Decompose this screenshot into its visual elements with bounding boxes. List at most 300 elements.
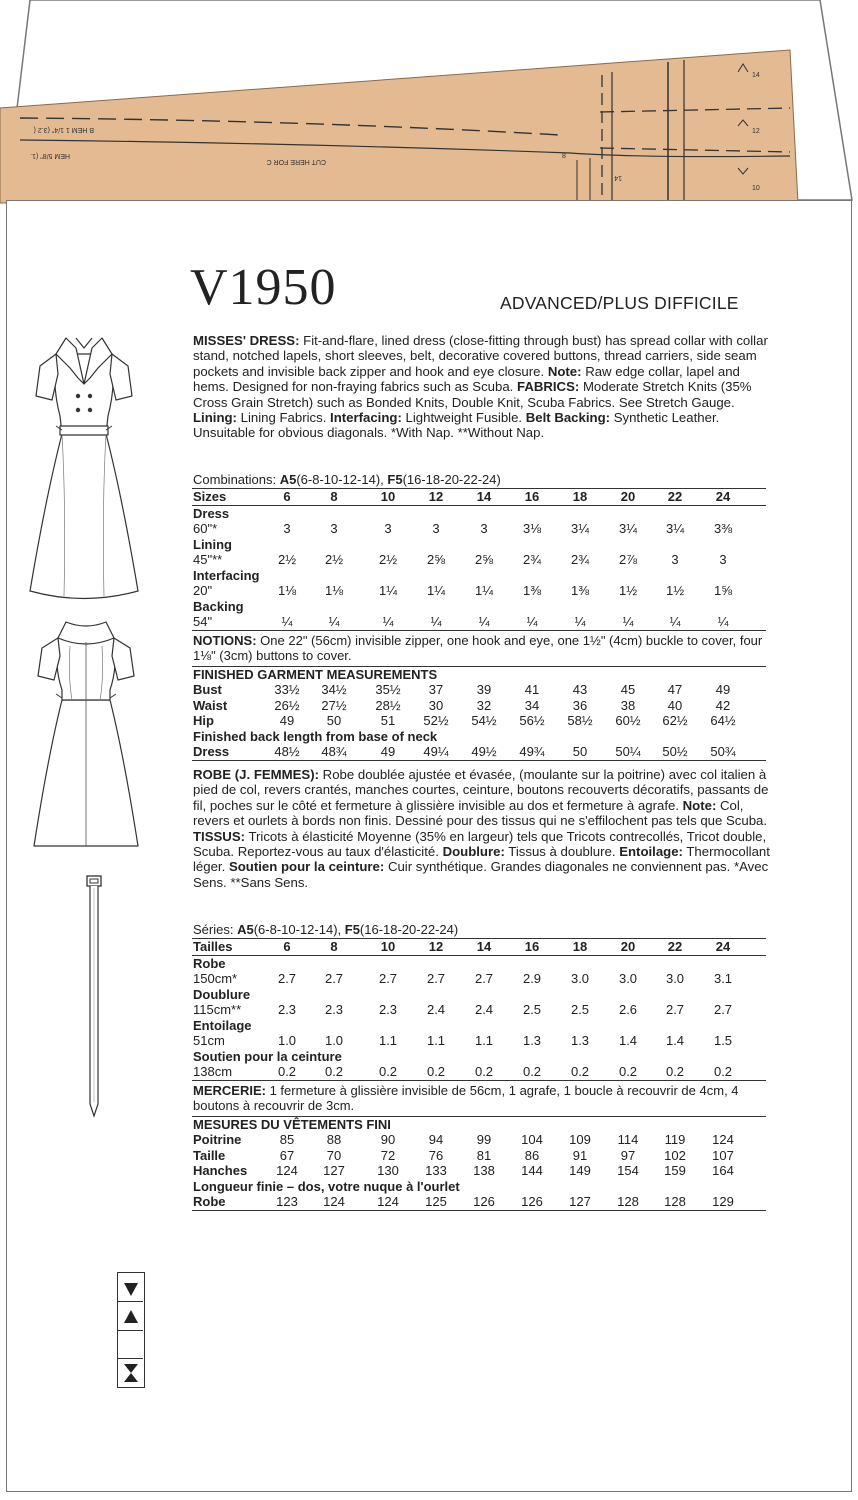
table-cell: 2.3: [378, 1002, 398, 1017]
finished-row: [192, 713, 766, 729]
table-cell: 0.2: [522, 1064, 542, 1079]
table-cell: 138: [473, 1163, 495, 1178]
combinations-line: [193, 472, 501, 487]
table-cell: 2.5: [522, 1002, 542, 1017]
table-cell: 1.1: [474, 1033, 494, 1048]
table-cell: 1⅝: [713, 583, 733, 598]
combo-a: A5: [279, 472, 297, 487]
pattern-tissue-sheet: [0, 0, 858, 220]
fabrics-text: Moderate Stretch Knits (35% Cross Grain Stretch) such as Bonded Knits, Double Knit, Scuba Fabrics. See Stretch Gauge.: [193, 379, 752, 410]
table-cell: 2¾: [570, 552, 590, 567]
table-cell: 30: [428, 697, 444, 713]
table-cell: 2.5: [570, 1002, 590, 1017]
table-cell: 1¼: [426, 583, 446, 598]
table-cell: 14: [476, 939, 492, 954]
row-label: Dress: [193, 505, 230, 521]
yardage-name-row: [192, 506, 766, 522]
table-cell: ¼: [669, 614, 681, 629]
table-cell: 129: [712, 1194, 734, 1209]
row-label: Bust: [193, 682, 222, 697]
table-cell: 1½: [665, 583, 685, 598]
row-label: 115cm**: [193, 1002, 242, 1017]
table-cell: 114: [617, 1132, 639, 1147]
row-label: Sizes: [193, 489, 227, 504]
table-cell: 3.1: [713, 971, 733, 986]
yardage-name-row: [192, 1049, 766, 1065]
row-label: 138cm: [193, 1064, 233, 1079]
combinations-prefix: Combinations:: [193, 472, 280, 487]
table-cell: 34: [524, 697, 540, 713]
fr-soutien-label: Soutien pour la ceinture:: [228, 859, 385, 875]
table-cell: 127: [323, 1163, 345, 1178]
fr-entoilage-label: Entoilage:: [619, 844, 683, 860]
series-f-sizes: (16-18-20-22-24): [359, 922, 459, 937]
fr-tissus-label: TISSUS:: [193, 828, 246, 844]
tissue-num-12: 12: [752, 128, 760, 135]
table-cell: 76: [428, 1147, 444, 1163]
tissue-hem-58-text: HEM 5/8" (1.: [30, 152, 70, 159]
yardage-name-row: [192, 987, 766, 1003]
fr-note-label: Note:: [682, 797, 717, 813]
table-cell: 1⅜: [570, 583, 590, 598]
table-cell: 8: [330, 489, 338, 504]
table-cell: 24: [715, 489, 731, 504]
table-cell: 0.2: [713, 1064, 733, 1079]
belt-backing-text: Synthetic Leather. Unsuitable for obvious diagonals. *With Nap. **Without Nap.: [193, 410, 720, 441]
table-cell: 3: [330, 521, 338, 536]
table-cell: 3: [384, 521, 392, 536]
table-cell: 52½: [423, 713, 449, 728]
row-label: Hip: [193, 713, 214, 728]
combo-f-sizes: (16-18-20-22-24): [402, 472, 501, 487]
table-cell: 124: [377, 1194, 399, 1209]
table-cell: 2.6: [618, 1002, 638, 1017]
table-cell: 124: [276, 1163, 298, 1178]
row-label: Robe: [193, 1194, 226, 1209]
table-cell: 49: [715, 682, 731, 697]
row-label: 60"*: [193, 521, 218, 536]
table-cell: 1.1: [378, 1033, 398, 1048]
fr-entoilage-text: Thermocollant léger.: [193, 844, 770, 875]
difficulty-label: ADVANCED/PLUS DIFFICILE: [500, 293, 739, 313]
table-cell: 22: [667, 939, 683, 954]
table-cell: ¼: [382, 614, 394, 629]
note-text: Raw edge collar, lapel and hems. Designed for non-fraying fabrics such as Scuba.: [193, 363, 740, 395]
combo-a-sizes: (6-8-10-12-14),: [296, 472, 388, 487]
notions-block: [192, 631, 766, 666]
table-cell: 94: [428, 1132, 444, 1147]
back-length-title: Longueur finie – dos, votre nuque à l'ourlet: [193, 1178, 460, 1194]
table-cell: 128: [617, 1194, 639, 1209]
table-cell: 50½: [662, 744, 688, 759]
table-cell: 1⅛: [277, 583, 297, 598]
table-cell: 3¼: [618, 521, 638, 536]
table-cell: 2⅝: [474, 552, 494, 567]
yardage-row: [192, 971, 766, 987]
table-cell: 18: [572, 939, 588, 954]
table-cell: 12: [428, 939, 444, 954]
table-cell: 2.7: [665, 1002, 685, 1017]
table-cell: 33½: [274, 682, 300, 697]
table-cell: 2½: [324, 552, 344, 567]
table-cell: 72: [380, 1147, 396, 1163]
table-cell: 54½: [471, 713, 497, 728]
up-triangle-icon: [118, 1303, 143, 1331]
table-cell: 164: [712, 1163, 734, 1178]
table-cell: 2.4: [426, 1002, 446, 1017]
table-cell: 42: [715, 697, 731, 713]
yardage-row: [192, 552, 766, 568]
table-cell: 45: [620, 682, 636, 697]
table-cell: 0.2: [665, 1064, 685, 1079]
down-triangle-icon: [118, 1275, 143, 1303]
fr-note-text: Col, revers et ourlets à bords non finis. Dessiné pour des tissus qui ne s'effilochent pas tels que Scuba.: [193, 797, 768, 829]
table-cell: 1¼: [474, 583, 494, 598]
table-cell: 2.7: [713, 1002, 733, 1017]
fr-tissus-text: Tricots à élasticité Moyenne (35% en largeur) tels que Tricots contrecollés, Tricot double, Scuba. Reportez-vous au taux d'élasticité.: [193, 828, 767, 860]
table-cell: 26½: [274, 697, 300, 713]
table-cell: 127: [569, 1194, 591, 1209]
table-rule: [192, 760, 766, 761]
english-description: [193, 333, 773, 441]
sizes-row: [192, 489, 766, 505]
table-cell: 8: [330, 939, 338, 954]
table-cell: 1.0: [324, 1033, 344, 1048]
table-cell: 62½: [662, 713, 688, 728]
french-description: [193, 767, 773, 890]
table-cell: 2⅞: [618, 552, 638, 567]
tissue-num-14b: 14: [752, 72, 760, 79]
notions-text: 1 fermeture à glissière invisible de 56cm, 1 agrafe, 1 boucle à recouvrir de 4cm, 4 boutons à recouvrir de 3cm.: [193, 1082, 739, 1113]
fr-doublure-label: Doublure:: [442, 844, 505, 860]
table-cell: 0.2: [570, 1064, 590, 1079]
yardage-name-row: [192, 537, 766, 553]
table-cell: 48½: [274, 744, 300, 759]
table-cell: 10: [380, 939, 396, 954]
table-cell: 49¼: [423, 744, 449, 759]
row-label: Hanches: [193, 1163, 248, 1178]
table-cell: 144: [521, 1163, 543, 1178]
yardage-name-row: [192, 568, 766, 584]
table-cell: ¼: [430, 614, 442, 629]
table-cell: 99: [476, 1132, 492, 1147]
table-cell: 43: [572, 682, 588, 697]
fr-desc-text: Robe doublée ajustée et évasée, (moulante sur la poitrine) avec col italien à pied de col, revers crantés, manches courtes, ceinture, boutons recouverts décoratifs, passants de fil, poches sur le côté et fermeture à glissière invisible au dos et fermeture à agrafe.: [193, 767, 769, 813]
table-cell: 48¾: [321, 744, 347, 759]
table-cell: 50¾: [710, 744, 736, 759]
table-cell: 3⅛: [522, 521, 542, 536]
table-cell: 86: [524, 1147, 540, 1163]
table-cell: 27½: [321, 697, 347, 713]
table-cell: 123: [276, 1194, 298, 1209]
row-label: Poitrine: [193, 1132, 242, 1147]
table-cell: 3: [671, 552, 679, 567]
table-cell: 3⅜: [713, 521, 733, 536]
interfacing-text: Lightweight Fusible.: [401, 410, 526, 426]
row-label: 54": [193, 614, 213, 629]
table-cell: 128: [664, 1194, 686, 1209]
table-cell: 10: [380, 489, 396, 504]
table-cell: 0.2: [474, 1064, 494, 1079]
row-label: Soutien pour la ceinture: [193, 1048, 342, 1064]
table-cell: 34½: [321, 682, 347, 697]
table-cell: 50¼: [615, 744, 641, 759]
table-cell: 40: [667, 697, 683, 713]
table-cell: 56½: [519, 713, 545, 728]
table-cell: 3¼: [570, 521, 590, 536]
table-cell: 2.7: [474, 971, 494, 986]
table-cell: 2½: [277, 552, 297, 567]
table-cell: 119: [664, 1132, 686, 1147]
note-label: Note:: [547, 363, 582, 379]
fr-doublure-text: Tissus à doublure.: [504, 844, 620, 860]
table-cell: 1⅜: [522, 583, 542, 598]
table-cell: 2.3: [277, 1002, 297, 1017]
table-cell: 24: [715, 939, 731, 954]
belt-backing-label: Belt Backing:: [525, 410, 611, 426]
table-cell: 85: [279, 1132, 295, 1147]
table-cell: 1.3: [570, 1033, 590, 1048]
row-label: Waist: [193, 697, 228, 713]
table-cell: 28½: [375, 697, 401, 713]
fabrics-label: FABRICS:: [517, 379, 580, 395]
table-cell: 36: [572, 697, 588, 713]
table-cell: 47: [667, 682, 683, 697]
table-cell: 97: [620, 1147, 636, 1163]
row-label: Lining: [193, 536, 232, 552]
table-cell: 70: [326, 1147, 342, 1163]
fr-soutien-text: Cuir synthétique. Grandes diagonales ne conviennent pas. *Avec Sens. **Sans Sens.: [193, 859, 769, 890]
dress-back-illustration: [30, 616, 142, 852]
table-cell: 58½: [567, 713, 593, 728]
table-cell: 35½: [375, 682, 401, 697]
series-line: [193, 922, 458, 937]
table-cell: 49¾: [519, 744, 545, 759]
lining-text: Lining Fabrics.: [236, 410, 331, 426]
series-a-sizes: (6-8-10-12-14),: [253, 922, 345, 937]
table-cell: 2.9: [522, 971, 542, 986]
tissue-hem-b-text: B HEM 1 1/4" (3.2 (: [33, 126, 94, 133]
pattern-number: V1950: [190, 259, 337, 316]
table-cell: 0.2: [378, 1064, 398, 1079]
yardage-row: [192, 583, 766, 599]
series-a: A5: [237, 922, 254, 937]
hourglass-icon: [118, 1359, 143, 1387]
table-cell: ¼: [622, 614, 634, 629]
table-cell: 154: [617, 1163, 639, 1178]
table-cell: 126: [521, 1194, 543, 1209]
table-cell: 67: [279, 1147, 295, 1163]
notions-label: NOTIONS:: [193, 632, 257, 648]
table-cell: 16: [524, 489, 540, 504]
tissue-num-8: 8: [562, 153, 566, 160]
yardage-name-row: [192, 1018, 766, 1034]
table-cell: 104: [521, 1132, 543, 1147]
table-cell: 126: [473, 1194, 495, 1209]
yardage-row: [192, 1002, 766, 1018]
table-cell: ¼: [717, 614, 729, 629]
yardage-row: [192, 1064, 766, 1080]
tissue-num-10: 10: [752, 185, 760, 192]
row-label: Interfacing: [193, 567, 260, 583]
notions-label: MERCERIE:: [193, 1082, 266, 1098]
yardage-name-row: [192, 599, 766, 615]
table-cell: 124: [712, 1132, 734, 1147]
finished-row: [192, 682, 766, 698]
fr-desc-title: ROBE (J. FEMMES):: [193, 767, 320, 782]
table-cell: 159: [664, 1163, 686, 1178]
table-cell: 2.7: [426, 971, 446, 986]
dress-front-illustration: [26, 326, 142, 616]
table-cell: 2.7: [378, 971, 398, 986]
table-cell: 1.3: [522, 1033, 542, 1048]
table-cell: 64½: [710, 713, 736, 728]
table-cell: 49: [279, 713, 295, 728]
table-cell: 39: [476, 682, 492, 697]
notions-text: One 22" (56cm) invisible zipper, one hook and eye, one 1½" (4cm) buckle to cover, four 1⅛" (3cm) buttons to cover.: [193, 632, 763, 663]
table-cell: 3¼: [665, 521, 685, 536]
table-cell: 37: [428, 682, 444, 697]
finished-row: [192, 1163, 766, 1179]
table-cell: 49: [380, 744, 396, 759]
row-label: Taille: [193, 1147, 226, 1163]
table-cell: 50: [326, 713, 342, 728]
table-cell: 22: [667, 489, 683, 504]
table-cell: 1.4: [665, 1033, 685, 1048]
table-cell: 0.2: [324, 1064, 344, 1079]
yardage-row: [192, 614, 766, 630]
table-cell: 3: [432, 521, 440, 536]
table-cell: 6: [283, 939, 291, 954]
table-cell: 14: [476, 489, 492, 504]
table-cell: 51: [380, 713, 396, 728]
back-length-row: [192, 1194, 766, 1210]
table-cell: 3.0: [665, 971, 685, 986]
table-cell: 125: [425, 1194, 447, 1209]
table-cell: 81: [476, 1147, 492, 1163]
table-cell: 3.0: [618, 971, 638, 986]
table-cell: 149: [569, 1163, 591, 1178]
table-cell: 60½: [615, 713, 641, 728]
blank-symbol: [118, 1331, 143, 1359]
table-cell: 3.0: [570, 971, 590, 986]
table-cell: 107: [712, 1147, 734, 1163]
table-cell: 3: [480, 521, 488, 536]
series-prefix: Séries:: [193, 922, 238, 937]
french-yardage-table: [192, 938, 766, 1211]
finished-measurements-title: FINISHED GARMENT MEASUREMENTS: [193, 666, 438, 682]
table-cell: 133: [425, 1163, 447, 1178]
row-label: 150cm*: [193, 971, 238, 986]
table-cell: 50: [572, 744, 588, 759]
english-yardage-table: [192, 488, 766, 761]
table-cell: 124: [323, 1194, 345, 1209]
finished-row: [192, 698, 766, 714]
table-cell: ¼: [478, 614, 490, 629]
table-cell: 1.1: [426, 1033, 446, 1048]
table-cell: 18: [572, 489, 588, 504]
table-cell: 91: [572, 1147, 588, 1163]
table-cell: 38: [620, 697, 636, 713]
pattern-symbols-box: [117, 1272, 145, 1388]
table-cell: 32: [476, 697, 492, 713]
table-cell: 90: [380, 1132, 396, 1147]
table-cell: 1½: [618, 583, 638, 598]
desc-text: Fit-and-flare, lined dress (close-fitting through bust) has spread collar with collar stand, notched lapels, short sleeves, belt, decorative covered buttons, thread carriers, side seam pockets and invisible back zipper and hook and eye closure.: [193, 333, 768, 379]
finished-row: [192, 1148, 766, 1164]
table-cell: 41: [524, 682, 540, 697]
table-cell: ¼: [328, 614, 340, 629]
table-cell: 1⅛: [324, 583, 344, 598]
table-cell: 102: [664, 1147, 686, 1163]
row-label: Tailles: [193, 939, 233, 954]
table-cell: 20: [620, 939, 636, 954]
tissue-num-14a: 14: [614, 174, 622, 181]
notions-block: [192, 1081, 766, 1116]
interfacing-label: Interfacing:: [330, 410, 402, 426]
table-cell: 2.4: [474, 1002, 494, 1017]
table-cell: ¼: [574, 614, 586, 629]
table-cell: 12: [428, 489, 444, 504]
table-cell: 49½: [471, 744, 497, 759]
finished-row: [192, 1132, 766, 1148]
table-cell: 2.3: [324, 1002, 344, 1017]
table-cell: 2¾: [522, 552, 542, 567]
table-cell: 109: [569, 1132, 591, 1147]
desc-title: MISSES' DRESS:: [193, 333, 300, 348]
belt-illustration: [84, 874, 104, 1120]
table-cell: 16: [524, 939, 540, 954]
row-label: Dress: [193, 744, 230, 759]
table-cell: 3: [719, 552, 727, 567]
table-cell: 6: [283, 489, 291, 504]
row-label: 51cm: [193, 1033, 225, 1048]
table-cell: 2½: [378, 552, 398, 567]
row-label: 45"**: [193, 552, 223, 567]
table-cell: 1.5: [713, 1033, 733, 1048]
table-cell: 1.0: [277, 1033, 297, 1048]
sizes-row: [192, 939, 766, 955]
tissue-cut-text: CUT HERE FOR C: [266, 158, 326, 165]
table-cell: 20: [620, 489, 636, 504]
yardage-row: [192, 521, 766, 537]
table-cell: 2.7: [324, 971, 344, 986]
row-label: Entoilage: [193, 1017, 252, 1033]
table-cell: 1.4: [618, 1033, 638, 1048]
back-length-row: [192, 744, 766, 760]
row-label: Doublure: [193, 986, 251, 1002]
yardage-row: [192, 1033, 766, 1049]
table-cell: 130: [377, 1163, 399, 1178]
table-cell: ¼: [526, 614, 538, 629]
table-cell: 2.7: [277, 971, 297, 986]
back-length-title: Finished back length from base of neck: [193, 728, 438, 744]
row-label: Backing: [193, 598, 244, 614]
table-cell: 3: [283, 521, 291, 536]
table-cell: 1¼: [378, 583, 398, 598]
table-cell: ¼: [281, 614, 293, 629]
row-label: Robe: [193, 955, 226, 971]
table-cell: 0.2: [277, 1064, 297, 1079]
lining-label: Lining:: [193, 410, 237, 426]
table-cell: 2⅝: [426, 552, 446, 567]
row-label: 20": [193, 583, 213, 598]
series-f: F5: [344, 922, 360, 937]
table-cell: 88: [326, 1132, 342, 1147]
combo-f: F5: [387, 472, 403, 487]
table-rule: [192, 1210, 766, 1211]
yardage-name-row: [192, 956, 766, 972]
